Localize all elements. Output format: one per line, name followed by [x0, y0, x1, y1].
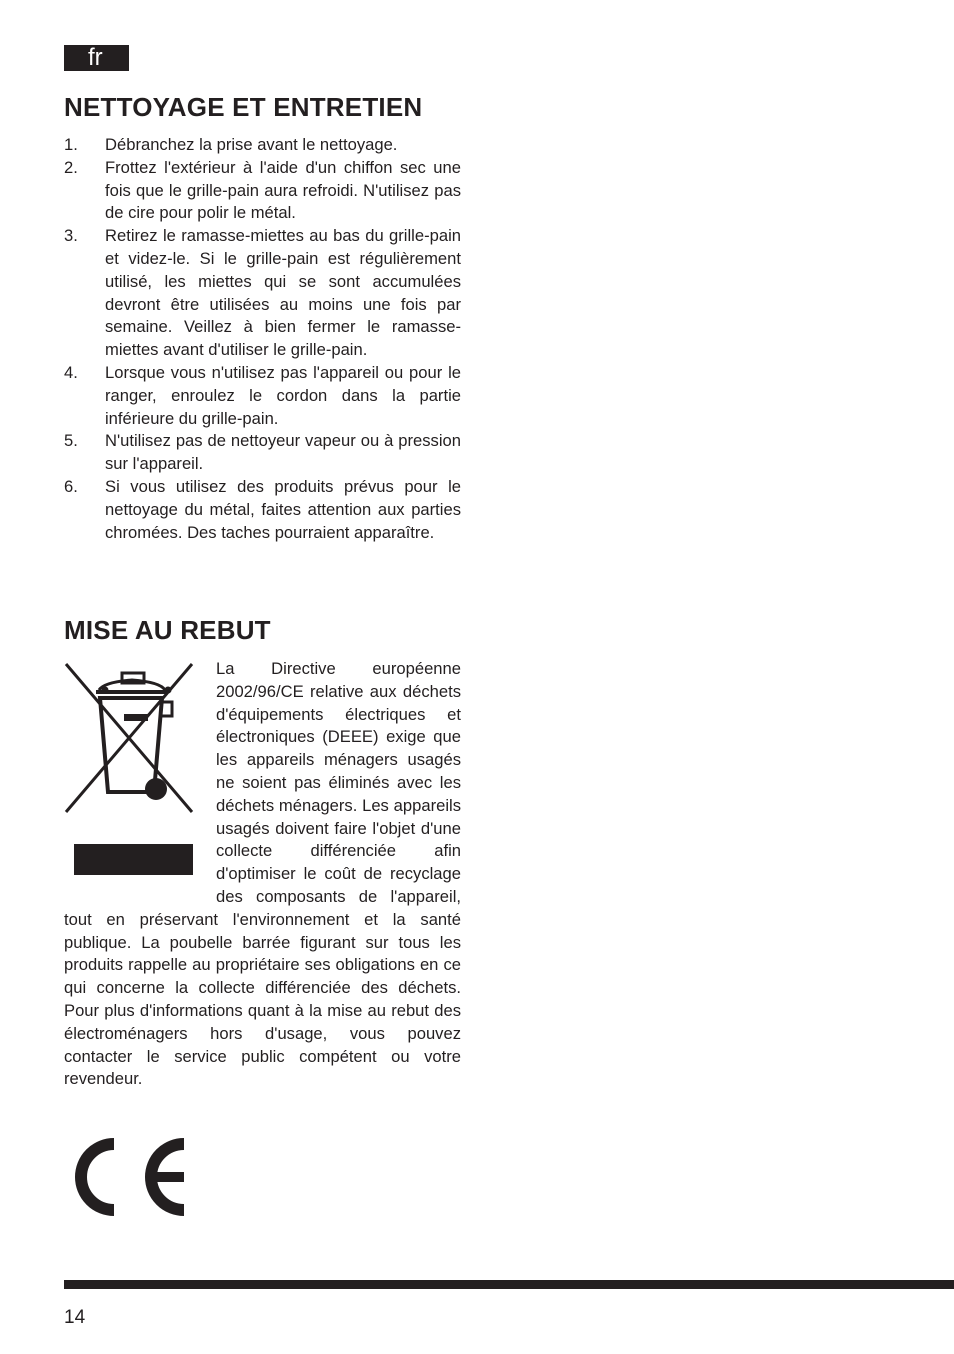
disposal-paragraph: La Directive européenne 2002/96/CE relative aux déchets d'équipements électriques et électroniques (DEEE) exige que les appareils ménagers usagés ne soient pas éliminés avec les déchets ménagers. Les appareils usagés doivent faire l'objet d'une collecte différenciée afin d'optimiser le coût de recyclage des composants de l'appareil, tout en préservant l'environnement et la santé publique. La poubelle barrée figurant sur tous les produits rappelle au propriétaire ses obligations en ce qui concerne la collecte différenciée des déchets. Pour plus d'informations quant à la mise au rebut des électroménagers hors d'usage, vous pouvez contacter le service public compétent ou votre revendeur.	[64, 659, 461, 1089]
ce-mark-icon	[70, 1134, 188, 1220]
step-text: Si vous utilisez des produits prévus pour le nettoyage du métal, faites attention aux parties chromées. Des taches pourraient apparaître.	[105, 476, 461, 542]
step-text: Retirez le ramasse-miettes au bas du grille-pain et videz-le. Si le grille-pain est régulièrement utilisé, les miettes qui se sont accumulées devront être utilisées au moins une fois par semaine. Veillez à bien fermer le ramasse-miettes avant d'utiliser le grille-pain.	[105, 226, 461, 360]
step-number: 4.	[64, 362, 78, 382]
disposal-section-title: MISE AU REBUT	[64, 615, 271, 645]
list-item	[64, 134, 461, 157]
list-item	[64, 430, 461, 476]
step-number: 3.	[64, 226, 78, 246]
list-item	[64, 362, 461, 430]
step-text: Frottez l'extérieur à l'aide d'un chiffon sec une fois que le grille-pain aura refroidi. N'utilisez pas de cire pour polir le métal.	[105, 157, 461, 223]
step-number: 2.	[64, 157, 78, 177]
step-number: 1.	[64, 135, 78, 154]
list-item	[64, 157, 461, 225]
disposal-text-block	[64, 658, 461, 1091]
step-text: Lorsque vous n'utilisez pas l'appareil ou pour le ranger, enroulez le cordon dans la partie inférieure du grille-pain.	[105, 362, 461, 428]
list-item	[64, 476, 461, 544]
cleaning-steps-list	[64, 134, 461, 544]
language-badge: fr	[64, 45, 129, 71]
footer-rule	[64, 1280, 954, 1289]
step-number: 5.	[64, 431, 78, 451]
step-text: N'utilisez pas de nettoyeur vapeur ou à pression sur l'appareil.	[105, 431, 461, 474]
step-number: 6.	[64, 476, 78, 496]
icon-spacer	[64, 658, 216, 886]
cleaning-section-title: NETTOYAGE ET ENTRETIEN	[64, 92, 423, 122]
list-item	[64, 225, 461, 362]
page-number: 14	[64, 1307, 86, 1328]
step-text: Débranchez la prise avant le nettoyage.	[105, 135, 398, 154]
